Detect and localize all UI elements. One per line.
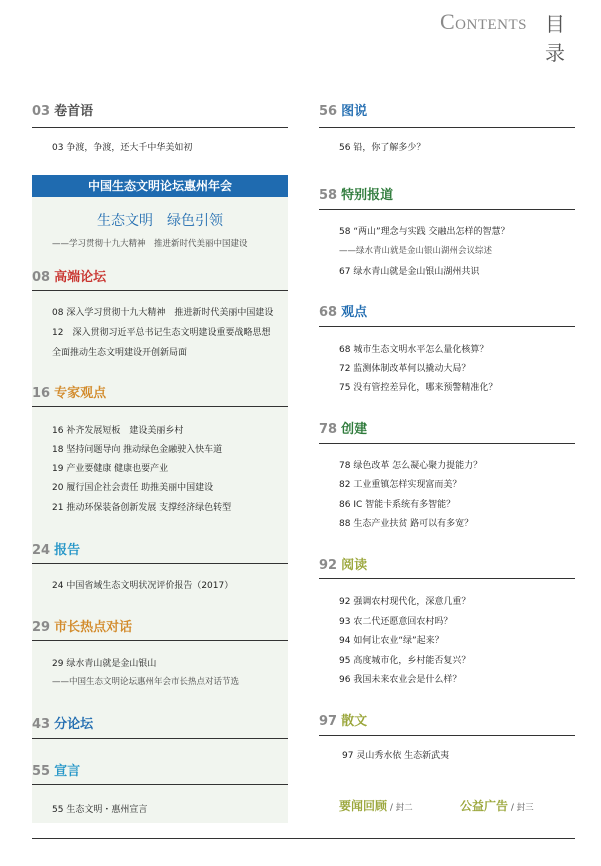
divider [32,127,288,128]
toc-entry[interactable]: 94 如何让农业“绿”起来？ [339,636,444,646]
toc-entry[interactable]: 18 坚持问题导向 推动绿色金融驶入快车道 [52,445,223,455]
toc-entry-subtitle: ——中国生态文明论坛惠州年会市长热点对话节选 [52,677,240,687]
toc-entry[interactable]: 68 城市生态文明水平怎么量化核算？ [339,345,489,355]
toc-entry[interactable]: 03 争渡，争渡，还大千中华美如初 [52,143,193,153]
divider [319,443,575,444]
divider [32,406,288,407]
forum-slogan: 生态文明 绿色引领 [97,213,223,229]
divider [319,578,575,579]
divider [32,640,288,641]
divider [319,735,575,736]
toc-entry[interactable]: 75 没有管控差异化，哪来预警精准化？ [339,383,498,393]
divider [319,326,575,327]
section-24[interactable]: 24 报告 [32,543,81,558]
contents-title-cn: 目 录 [545,12,569,65]
section-43[interactable]: 43 分论坛 [32,717,94,732]
section-78[interactable]: 78 创建 [319,422,368,437]
toc-entry[interactable]: 86 IC 智能卡系统有多智能？ [339,500,456,510]
section-56[interactable]: 56 图说 [319,104,368,119]
divider [32,290,288,291]
bottom-divider [32,838,575,839]
divider [319,209,575,210]
toc-entry[interactable]: 95 高度城市化，乡村能否复兴？ [339,656,471,666]
section-97[interactable]: 97 散文 [319,714,368,729]
toc-entry[interactable]: 56 铅，你了解多少？ [339,143,426,153]
toc-entry[interactable]: 12 深入贯彻习近平总书记生态文明建设重要战略思想 [52,328,271,338]
toc-entry[interactable]: 24 中国省域生态文明状况评价报告（2017） [52,581,234,591]
divider [32,784,288,785]
toc-entry[interactable]: 78 绿色改革 怎么凝心聚力提能力？ [339,461,483,471]
slogan-subtitle: ——学习贯彻十九大精神 推进新时代美丽中国建设 [52,239,248,249]
section-92[interactable]: 92 阅读 [319,558,368,573]
toc-entry[interactable]: 19 产业要健康 健康也要产业 [52,464,169,474]
toc-entry[interactable]: 67 绿水青山就是金山银山湖州共识 [339,267,480,277]
toc-entry[interactable]: 21 推动环保装备创新发展 支撑经济绿色转型 [52,503,232,513]
section-68[interactable]: 68 观点 [319,305,368,320]
toc-entry[interactable]: 全面推动生态文明建设开创新局面 [52,348,188,358]
toc-entry[interactable]: 92 强调农村现代化，深意几重？ [339,597,471,607]
toc-entry[interactable]: 55 生态文明・惠州宣言 [52,805,148,815]
toc-entry-subtitle: ——绿水青山就是金山银山湖州会议综述 [339,246,493,256]
ad-news-review[interactable]: 要闻回顾 / 封二 [339,799,413,813]
divider [319,127,575,128]
toc-entry[interactable]: 88 生态产业扶贫 路可以有多宽？ [339,519,474,529]
forum-banner: 中国生态文明论坛惠州年会 [32,175,288,197]
section-55[interactable]: 55 宣言 [32,764,81,779]
section-58[interactable]: 58 特别报道 [319,188,394,203]
ad-public-service[interactable]: 公益广告 / 封三 [460,799,534,813]
divider [32,563,288,564]
contents-title-en: Contents [440,9,528,34]
toc-entry[interactable]: 20 履行国企社会责任 助推美丽中国建设 [52,483,214,493]
section-03[interactable]: 03 卷首语 [32,104,94,119]
toc-entry[interactable]: 58 “两山”理念与实践 交融出怎样的智慧？ [339,227,510,237]
toc-entry[interactable]: 93 农二代还愿意回农村吗？ [339,617,453,627]
toc-entry[interactable]: 16 补齐发展短板 建设美丽乡村 [52,426,184,436]
toc-entry[interactable]: 08 深入学习贯彻十九大精神 推进新时代美丽中国建设 [52,308,274,318]
toc-entry[interactable]: 97 灵山秀水依 生态新武夷 [342,751,450,761]
divider [32,738,288,739]
toc-entry[interactable]: 82 工业重镇怎样实现富而美？ [339,480,462,490]
toc-entry[interactable]: 29 绿水青山就是金山银山 [52,659,157,669]
toc-entry[interactable]: 72 监测体制改革何以撬动大局？ [339,364,471,374]
section-08[interactable]: 08 高端论坛 [32,270,107,285]
section-29[interactable]: 29 市长热点对话 [32,620,133,635]
toc-entry[interactable]: 96 我国未来农业会是什么样？ [339,675,462,685]
section-16[interactable]: 16 专家观点 [32,386,107,401]
